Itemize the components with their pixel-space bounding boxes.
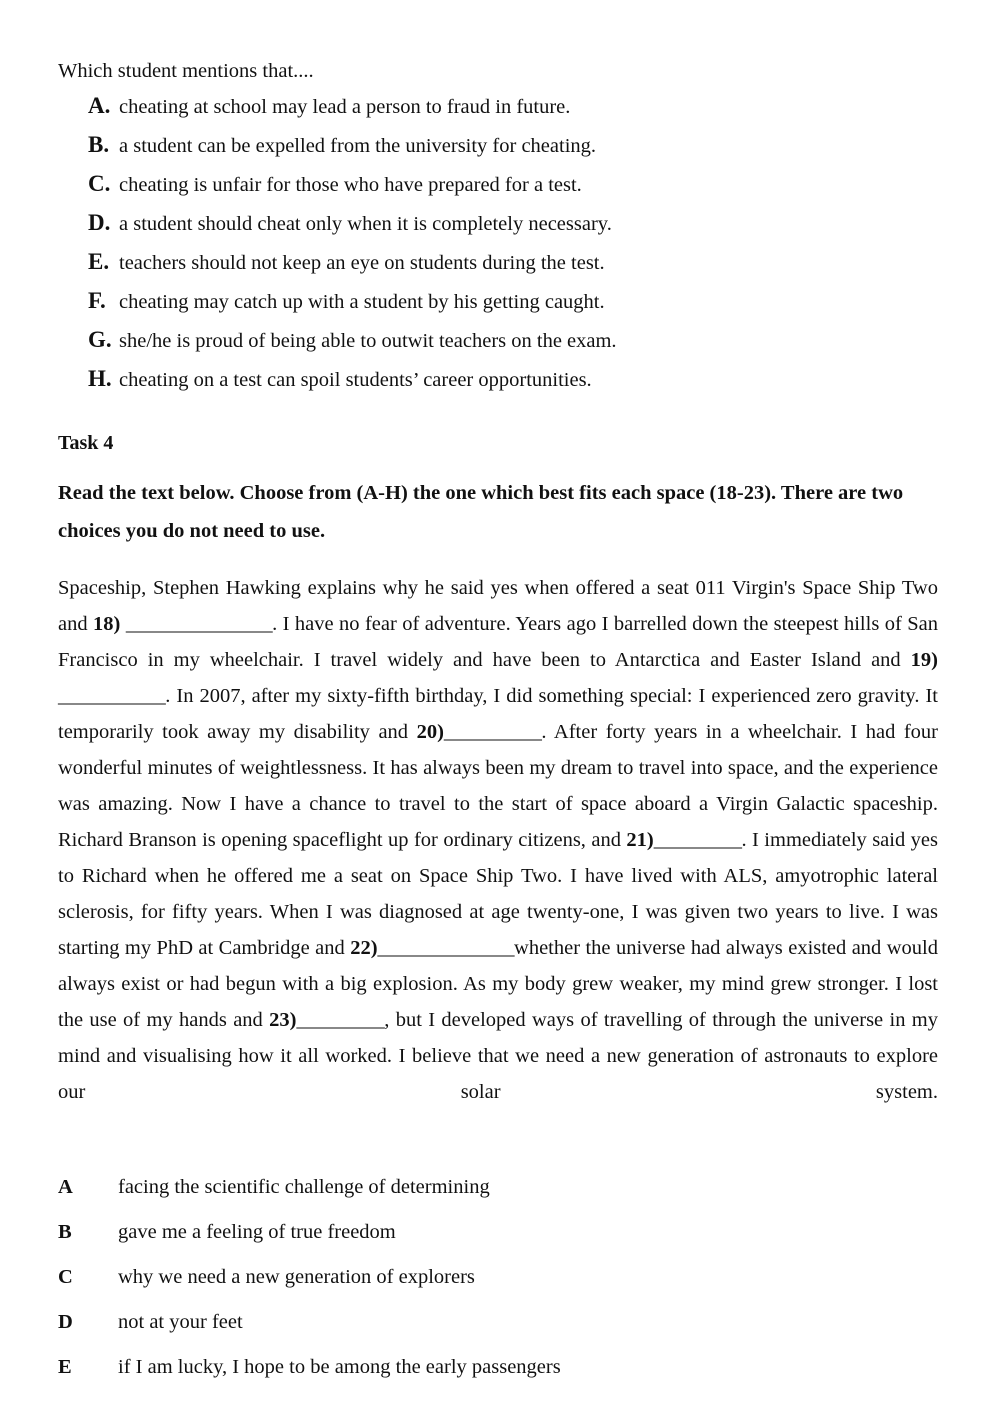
option-letter: B. [88,132,110,157]
blank-number-20: 20) [416,721,444,743]
task4-passage [58,570,938,1146]
list-item [88,367,938,406]
blank-rule-20[interactable]: __________ [443,721,542,743]
blank-rule-18[interactable]: _______________ [125,613,273,635]
list-item [58,1221,938,1266]
passage-segment: Spaceship, Stephen Hawking explains why he said yes when offered a seat 011 Virgin's Space Ship Two and [58,577,938,635]
option-letter: A. [88,93,111,118]
passage-segment: , but I developed ways of travelling of through the universe in my mind and visualising how it all worked. I believe that we need a new generation of astronauts to explore our solar system. [58,1009,938,1103]
option-letter: C. [88,171,111,196]
option-letter: D. [88,210,111,235]
blank-number-22: 22) [350,937,378,959]
option-text: cheating at school may lead a person to fraud in future. [119,96,571,118]
answer-letter: E [58,1356,72,1378]
answer-letter: D [58,1311,73,1333]
option-text: cheating may catch up with a student by his getting caught. [119,291,605,313]
answer-text: facing the scientific challenge of determining [118,1176,490,1198]
passage-segment: . I immediately said yes to Richard when he offered me a seat on Space Ship Two. I have lived with ALS, amyotrophic lateral sclerosis, for fifty years. When I was diagnosed at age twenty-one, I was given two years to live. I was starting my PhD at Cambridge and [58,829,938,959]
option-letter: E. [88,249,110,274]
option-text: teachers should not keep an eye on students during the test. [119,252,605,274]
passage-segment: . After forty years in a wheelchair. I had four wonderful minutes of weightlessness. It has always been my dream to travel into space, and the experience was amazing. Now I have a chance to travel to the start of space aboard a Virgin Galactic spaceship. Richard Branson is opening spaceflight up for ordinary citizens, and [58,721,938,851]
option-text: she/he is proud of being able to outwit teachers on the exam. [119,330,617,352]
list-item [88,133,938,172]
passage-segment: . In 2007, after my sixty-fifth birthday, I did something special: I experienced zero gravity. It temporarily took away my disability and [58,685,938,743]
blank-rule-19[interactable]: ___________ [58,685,166,707]
option-letter: F. [88,288,106,313]
blank-rule-23[interactable]: _________ [296,1009,385,1031]
list-item [88,250,938,289]
blank-number-23: 23) [269,1009,297,1031]
answer-text: why we need a new generation of explorers [118,1266,475,1288]
task4-heading: Task 4 [58,432,114,454]
answer-text: not at your feet [118,1311,243,1333]
answer-text: gave me a feeling of true freedom [118,1221,396,1243]
blank-number-21: 21) [626,829,654,851]
task4-instruction: Read the text below. Choose from (A-H) the one which best fits each space (18-23). There are two choices you do not need to use. [58,482,904,542]
list-item [58,1311,938,1356]
answer-letter: B [58,1221,72,1243]
task3-option-list [58,94,938,406]
list-item [88,172,938,211]
task3-lead-in: Which student mentions that.... [58,60,314,82]
passage-segment: whether the universe had always existed and would always exist or had begun with a big explosion. As my body grew weaker, my mind grew stronger. I lost the use of my hands and [58,937,938,1031]
answer-letter: A [58,1176,73,1198]
list-item [58,1176,938,1221]
blank-number-18: 18) [93,613,121,635]
blank-number-19: 19) [910,649,938,671]
answer-letter: C [58,1266,73,1288]
option-text: cheating on a test can spoil students’ career opportunities. [119,369,592,391]
blank-rule-21[interactable]: _________ [653,829,742,851]
list-item [88,211,938,250]
passage-segment: . I have no fear of adventure. Years ago I barrelled down the steepest hills of San Francisco in my wheelchair. I travel widely and have been to Antarctica and Easter Island and [58,613,939,671]
list-item [58,1356,938,1401]
option-letter: H. [88,366,112,391]
page-content [58,56,938,1401]
task4-answer-bank [58,1176,938,1401]
list-item [88,289,938,328]
option-text: a student can be expelled from the university for cheating. [119,135,597,157]
option-text: cheating is unfair for those who have prepared for a test. [119,174,582,196]
list-item [88,328,938,367]
option-text: a student should cheat only when it is completely necessary. [119,213,612,235]
option-letter: G. [88,327,112,352]
list-item [88,94,938,133]
answer-text: if I am lucky, I hope to be among the early passengers [118,1356,561,1378]
blank-rule-22[interactable]: ______________ [377,937,515,959]
list-item [58,1266,938,1311]
